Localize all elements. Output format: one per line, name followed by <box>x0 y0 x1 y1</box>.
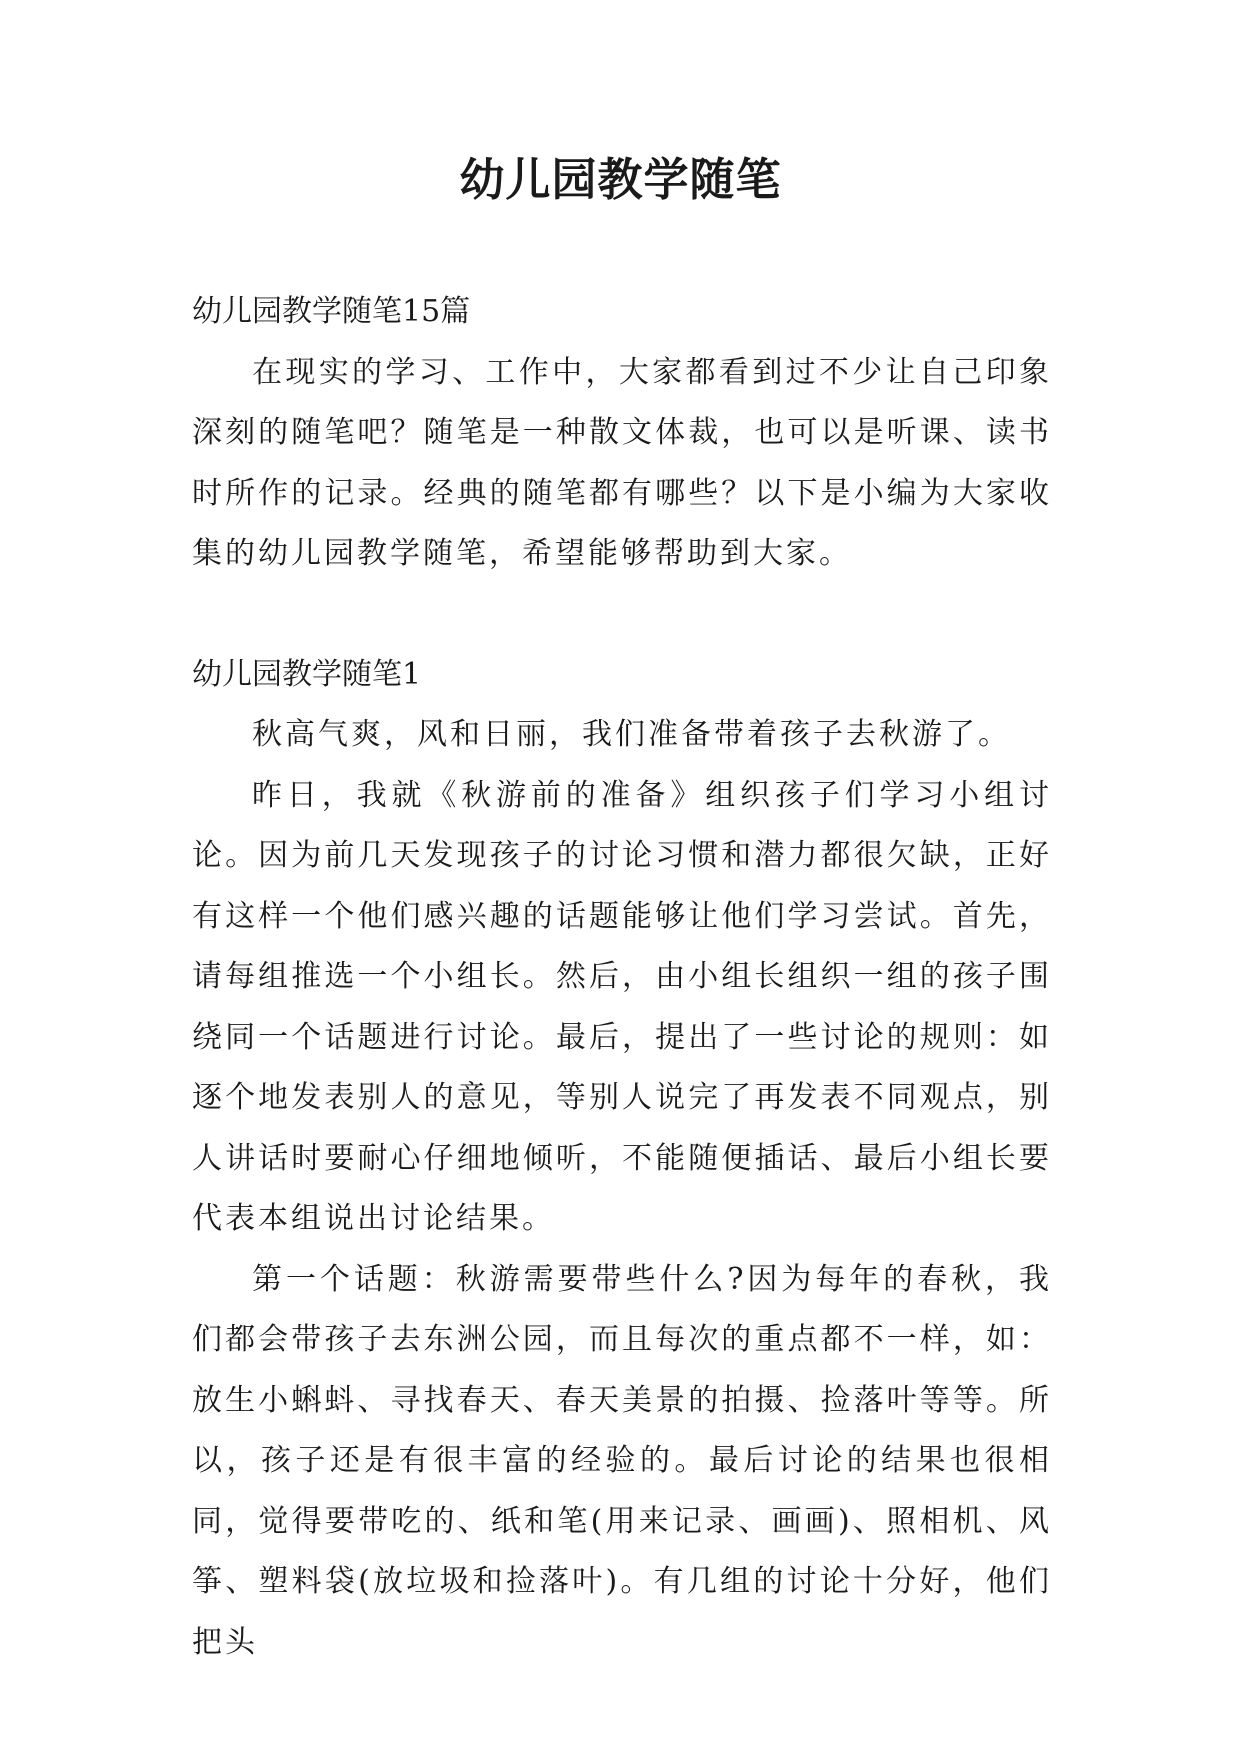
document-body <box>192 282 1052 1673</box>
section-heading: 幼儿园教学随笔1 <box>192 656 422 692</box>
intro-paragraph: 在现实的学习、工作中，大家都看到过不少让自己印象深刻的随笔吧？随笔是一种散文体裁，也可以是听课、读书时所作的记录。经典的随笔都有哪些？以下是小编为大家收集的幼儿园教学随笔，希望能够帮助到大家。 <box>192 354 1052 571</box>
document-title: 幼儿园教学随笔 <box>459 153 782 206</box>
paragraph: 第一个话题：秋游需要带些什么?因为每年的春秋，我们都会带孩子去东洲公园，而且每次的重点都不一样，如：放生小蝌蚪、寻找春天、春天美景的拍摄、捡落叶等等。所以，孩子还是有很丰富的经验的。最后讨论的结果也很相同，觉得要带吃的、纸和笔(用来记录、画画)、照相机、风筝、塑料袋(放垃圾和捡落叶)。有几组的讨论十分好，他们把头 <box>192 1261 1052 1660</box>
collection-heading: 幼儿园教学随笔15篇 <box>192 294 471 329</box>
section-spacer <box>192 585 1052 645</box>
paragraph: 昨日，我就《秋游前的准备》组织孩子们学习小组讨论。因为前几天发现孩子的讨论习惯和潜力都很欠缺，正好有这样一个他们感兴趣的话题能够让他们学习尝试。首先，请每组推选一个小组长。然后，由小组长组织一组的孩子围绕同一个话题进行讨论。最后，提出了一些讨论的规则：如逐个地发表别人的意见，等别人说完了再发表不同观点，别人讲话时要耐心仔细地倾听，不能随便插话、最后小组长要代表本组说出讨论结果。 <box>192 777 1052 1236</box>
paragraph: 秋高气爽，风和日丽，我们准备带着孩子去秋游了。 <box>252 717 1011 752</box>
